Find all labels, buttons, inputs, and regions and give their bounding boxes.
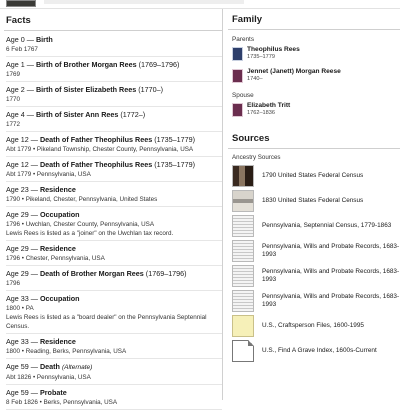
source-item[interactable] — [228, 190, 400, 212]
profile-portrait[interactable] — [6, 0, 36, 7]
source-title[interactable]: 1790 United States Federal Census — [262, 172, 364, 179]
fact-event[interactable]: Probate — [39, 388, 67, 397]
fact-divider — [6, 384, 222, 385]
profile-header-strip — [0, 0, 400, 8]
fact-date-place: Abt 1826 • Pennsylvania, USA — [6, 374, 91, 381]
source-title[interactable]: Pennsylvania, Wills and Probate Records, 1683-1993 — [262, 293, 400, 308]
fact-event[interactable]: Residence — [39, 185, 76, 194]
fact-event[interactable]: Death of Father Theophilus Rees — [39, 135, 153, 144]
source-title[interactable]: 1830 United States Federal Census — [262, 197, 364, 204]
fact-relative-dates: (1769–1796) — [136, 60, 180, 69]
document-file-icon[interactable] — [232, 340, 254, 362]
fact-date-place: 8 Feb 1826 • Berks, Pennsylvania, USA — [6, 399, 118, 406]
fact-title — [6, 294, 222, 304]
facts-panel — [0, 9, 222, 406]
person-dates: 1735–1779 — [247, 54, 275, 60]
source-item[interactable] — [228, 340, 400, 362]
parents-label: Parents — [232, 36, 255, 43]
source-thumbnail[interactable] — [232, 190, 254, 212]
fact-item[interactable] — [0, 269, 222, 291]
fact-date-place: 1800 • PA — [6, 305, 34, 312]
fact-divider — [6, 290, 222, 291]
fact-item[interactable] — [0, 160, 222, 182]
fact-age: Age 33 — — [6, 294, 40, 303]
fact-divider — [6, 206, 222, 207]
fact-age: Age 12 — — [6, 160, 40, 169]
source-item[interactable] — [228, 265, 400, 287]
fact-relative-dates: (1769–1796) — [143, 269, 187, 278]
fact-title — [6, 35, 222, 45]
spouse-person[interactable] — [228, 102, 400, 124]
fact-event[interactable]: Birth of Sister Elizabeth Rees — [35, 85, 137, 94]
fact-relative-dates: (1735–1779) — [152, 160, 195, 169]
fact-divider — [6, 131, 222, 132]
fact-item[interactable] — [0, 135, 222, 157]
fact-event[interactable]: Residence — [39, 337, 76, 346]
fact-divider — [6, 265, 222, 266]
source-title[interactable]: U.S., Craftsperson Files, 1600-1995 — [262, 322, 364, 329]
fact-divider — [6, 56, 222, 57]
fact-item[interactable] — [0, 185, 222, 207]
fact-event[interactable]: Birth of Sister Ann Rees — [35, 110, 119, 119]
fact-item[interactable] — [0, 337, 222, 359]
fact-event[interactable]: Birth — [35, 35, 53, 44]
fact-date-place: 1769 — [6, 71, 21, 78]
fact-date-place: 1770 — [6, 96, 21, 103]
fact-note: Lewis Rees is listed as a "board dealer" on the Pennsylvania Septennial Census. — [6, 314, 207, 330]
male-avatar-icon — [232, 47, 243, 61]
fact-item[interactable] — [0, 362, 222, 385]
person-dates: 1740– — [247, 76, 263, 82]
fact-divider — [6, 81, 222, 82]
fact-title — [6, 160, 222, 170]
fact-event[interactable]: Occupation — [39, 294, 80, 303]
fact-age: Age 33 — — [6, 337, 40, 346]
fact-item[interactable] — [0, 294, 222, 334]
fact-relative-dates: (1735–1779) — [152, 135, 195, 144]
fact-age: Age 2 — — [6, 85, 36, 94]
fact-item[interactable] — [0, 110, 222, 132]
fact-relative-dates: (1770–) — [136, 85, 163, 94]
person-name[interactable]: Jennet (Janett) Morgan Reese — [247, 68, 341, 75]
fact-divider — [6, 181, 222, 182]
fact-title — [6, 210, 222, 220]
fact-title — [6, 135, 222, 145]
fact-event[interactable]: Death of Father Theophilus Rees — [39, 160, 153, 169]
fact-title — [6, 269, 222, 279]
fact-date-place: 1796 • Uwchlan, Chester County, Pennsylvania, USA — [6, 221, 155, 228]
fact-event[interactable]: Residence — [39, 244, 76, 253]
person-name[interactable]: Elizabeth Tritt — [247, 102, 291, 109]
source-thumbnail[interactable] — [232, 215, 254, 237]
fact-item[interactable] — [0, 388, 222, 410]
female-avatar-icon — [232, 69, 243, 83]
fact-age: Age 29 — — [6, 210, 40, 219]
parent-person[interactable] — [228, 68, 400, 90]
fact-event[interactable]: Birth of Brother Morgan Rees — [35, 60, 137, 69]
fact-event[interactable]: Occupation — [39, 210, 80, 219]
fact-date-place: Abt 1779 • Pennsylvania, USA — [6, 171, 91, 178]
fact-date-place: 1790 • Pikeland, Chester, Pennsylvania, United States — [6, 196, 158, 203]
fact-title — [6, 362, 222, 373]
fact-title — [6, 185, 222, 195]
fact-age: Age 12 — — [6, 135, 40, 144]
column-divider — [222, 9, 223, 400]
sources-heading-divider — [228, 148, 400, 149]
fact-age: Age 4 — — [6, 110, 36, 119]
fact-title — [6, 60, 222, 70]
fact-age: Age 1 — — [6, 60, 36, 69]
fact-item[interactable] — [0, 210, 222, 241]
source-item[interactable] — [228, 290, 400, 312]
source-title[interactable]: Pennsylvania, Septennial Census, 1779-1863 — [262, 222, 392, 229]
fact-date-place: 1772 — [6, 121, 21, 128]
source-thumbnail[interactable] — [232, 290, 254, 312]
profile-summary-strip — [44, 0, 244, 4]
female-avatar-icon — [232, 103, 243, 117]
fact-item[interactable] — [0, 85, 222, 107]
source-thumbnail[interactable] — [232, 315, 254, 337]
source-thumbnail[interactable] — [232, 165, 254, 187]
fact-item[interactable] — [0, 244, 222, 266]
fact-alternate-tag: (Alternate) — [61, 364, 93, 371]
fact-age: Age 29 — — [6, 269, 40, 278]
fact-event[interactable]: Death of Brother Morgan Rees — [39, 269, 144, 278]
fact-divider — [6, 358, 222, 359]
fact-age: Age 23 — — [6, 185, 40, 194]
sidebar-panel — [228, 9, 400, 400]
parents-list — [228, 46, 400, 90]
fact-title — [6, 388, 222, 398]
fact-age: Age 29 — — [6, 244, 40, 253]
facts-heading: Facts — [6, 15, 31, 26]
parent-person[interactable] — [228, 46, 400, 68]
fact-title — [6, 337, 222, 347]
fact-divider — [6, 240, 222, 241]
fact-title — [6, 244, 222, 254]
ancestry-sources-label: Ancestry Sources — [232, 154, 281, 161]
source-title[interactable]: U.S., Find A Grave Index, 1600s-Current — [262, 347, 377, 354]
person-name[interactable]: Theophilus Rees — [247, 46, 300, 53]
fact-age: Age 59 — — [6, 388, 40, 397]
fact-divider — [6, 333, 222, 334]
fact-age: Age 59 — — [6, 362, 40, 371]
source-item[interactable] — [228, 215, 400, 237]
fact-age: Age 0 — — [6, 35, 36, 44]
fact-event[interactable]: Death — [39, 362, 60, 371]
fact-note: Lewis Rees is listed as a "joiner" on the Uwchlan tax record. — [6, 230, 174, 237]
source-title[interactable]: Pennsylvania, Wills and Probate Records, 1683-1993 — [262, 268, 400, 283]
fact-date-place: 1800 • Reading, Berks, Pennsylvania, USA — [6, 348, 127, 355]
source-title[interactable]: Pennsylvania, Wills and Probate Records, 1683-1993 — [262, 243, 400, 258]
spouse-label: Spouse — [232, 92, 254, 99]
source-item[interactable] — [228, 240, 400, 262]
fact-relative-dates: (1772–) — [118, 110, 146, 119]
fact-title — [6, 85, 222, 95]
fact-date-place: 1796 • Chester, Pennsylvania, USA — [6, 255, 105, 262]
fact-divider — [6, 156, 222, 157]
fact-title — [6, 110, 222, 120]
fact-date-place: 1796 — [6, 280, 21, 287]
fact-item[interactable] — [0, 35, 222, 57]
person-dates: 1762–1836 — [247, 110, 275, 116]
fact-date-place: Abt 1779 • Pikeland Township, Chester County, Pennsylvania, USA — [6, 146, 194, 153]
family-heading: Family — [232, 14, 263, 25]
fact-date-place: 6 Feb 1767 — [6, 46, 38, 53]
family-heading-divider — [228, 29, 400, 30]
sources-heading: Sources — [232, 133, 270, 144]
fact-divider — [6, 106, 222, 107]
source-thumbnail[interactable] — [232, 240, 254, 262]
source-item[interactable] — [228, 315, 400, 337]
source-item[interactable] — [228, 165, 400, 187]
sources-list — [228, 165, 400, 362]
fact-item[interactable] — [0, 60, 222, 82]
facts-list — [0, 31, 222, 410]
source-thumbnail[interactable] — [232, 265, 254, 287]
